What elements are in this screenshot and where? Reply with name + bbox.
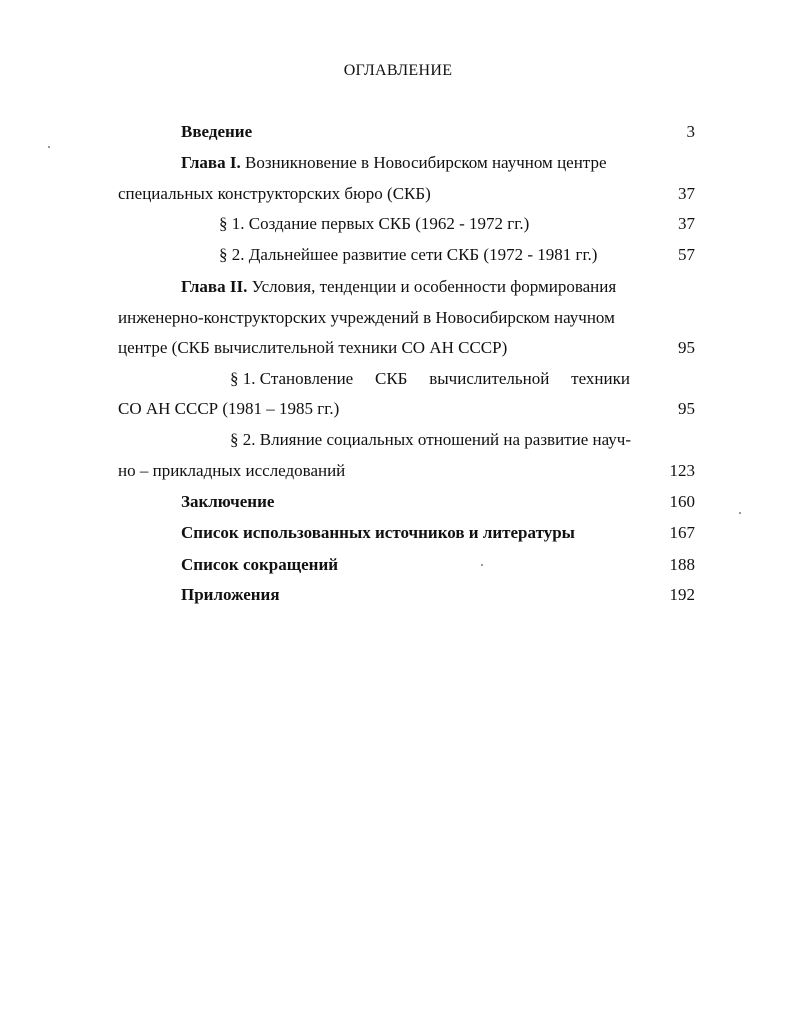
toc-ch2-section1-word: техники bbox=[571, 369, 630, 388]
toc-appendix-label: Приложения bbox=[181, 585, 280, 604]
scan-speck bbox=[739, 512, 741, 514]
toc-ch1-section2-label: § 2. Дальнейшее развитие сети СКБ (1972 - 1981 гг.) bbox=[219, 245, 598, 264]
toc-abbreviations-page: 188 bbox=[669, 555, 695, 574]
toc-intro-page: 3 bbox=[686, 122, 695, 141]
toc-sources-page: 167 bbox=[669, 523, 695, 542]
toc-chapter1-page: 37 bbox=[678, 184, 695, 203]
toc-ch2-section1-line1 bbox=[230, 369, 630, 389]
toc-ch2-section2-line1: § 2. Влияние социальных отношений на развитие науч- bbox=[230, 430, 631, 449]
toc-ch2-section1-word: СКБ bbox=[375, 369, 408, 388]
toc-chapter2-line1 bbox=[181, 277, 616, 297]
toc-chapter2-heading: Глава II. bbox=[181, 277, 248, 296]
toc-title: ОГЛАВЛЕНИЕ bbox=[343, 62, 453, 79]
toc-conclusion-label: Заключение bbox=[181, 492, 275, 511]
toc-chapter2-line3: центре (СКБ вычислительной техники СО АН СССР) bbox=[118, 338, 508, 357]
toc-abbreviations-label: Список сокращений bbox=[181, 555, 339, 574]
toc-ch1-section1-page: 37 bbox=[678, 214, 695, 233]
toc-sources-label: Список использованных источников и литературы bbox=[181, 523, 575, 542]
toc-chapter1-heading: Глава I. bbox=[181, 153, 241, 172]
toc-ch1-section2-page: 57 bbox=[678, 245, 695, 264]
toc-chapter1-line2: специальных конструкторских бюро (СКБ) bbox=[118, 184, 431, 203]
toc-chapter1-title: Возникновение в Новосибирском научном центре bbox=[240, 153, 607, 172]
toc-ch2-section2-page: 123 bbox=[669, 461, 695, 480]
scan-speck bbox=[48, 146, 50, 148]
toc-ch2-section1-word: вычислительной bbox=[429, 369, 550, 388]
toc-appendix-page: 192 bbox=[669, 585, 695, 604]
toc-ch2-section1-word: § 1. Становление bbox=[230, 369, 354, 388]
toc-ch2-section2-line2: но – прикладных исследований bbox=[118, 461, 346, 480]
toc-ch2-section1-line2: СО АН СССР (1981 – 1985 гг.) bbox=[118, 399, 340, 418]
toc-chapter2-page: 95 bbox=[678, 338, 695, 357]
toc-ch1-section1-label: § 1. Создание первых СКБ (1962 - 1972 гг.) bbox=[219, 214, 530, 233]
toc-intro-label: Введение bbox=[181, 122, 253, 141]
toc-chapter2-title: Условия, тенденции и особенности формирования bbox=[247, 277, 617, 296]
toc-ch2-section1-page: 95 bbox=[678, 399, 695, 418]
toc-conclusion-page: 160 bbox=[669, 492, 695, 511]
toc-chapter2-line2: инженерно-конструкторских учреждений в Новосибирском научном bbox=[118, 308, 615, 327]
toc-chapter1-line1 bbox=[181, 153, 607, 173]
scan-speck bbox=[481, 564, 483, 566]
